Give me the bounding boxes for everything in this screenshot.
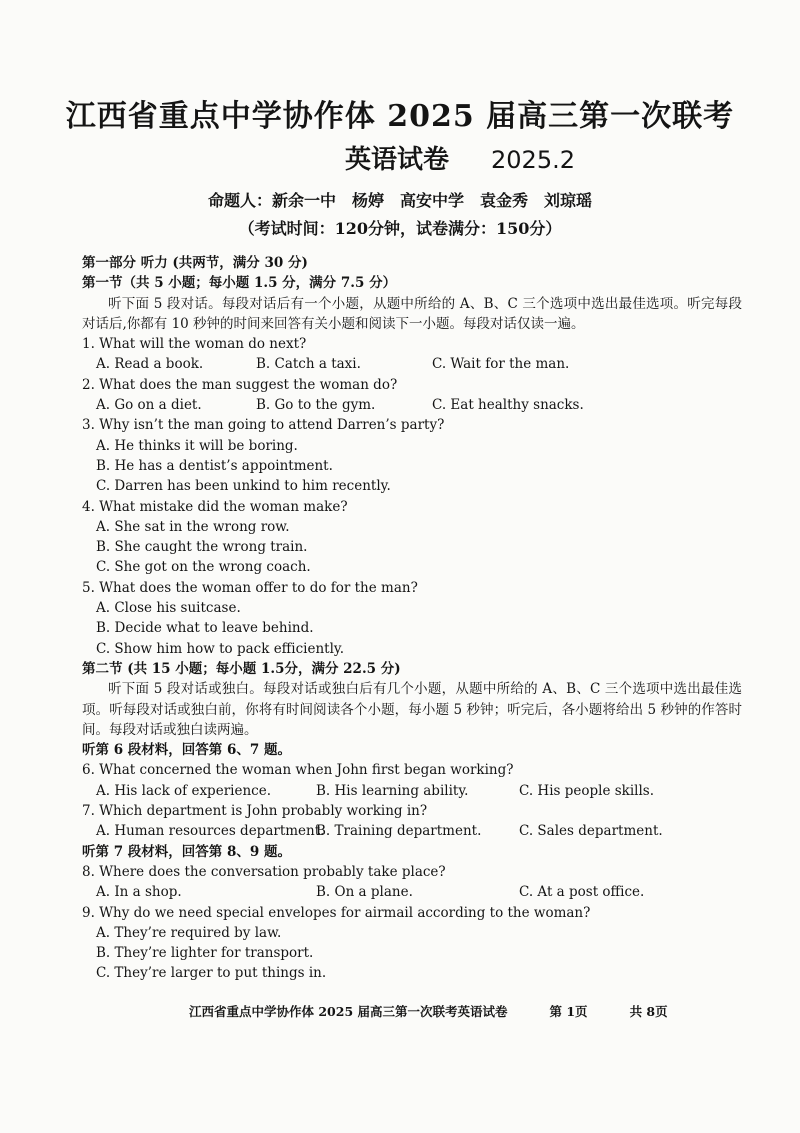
question-5: 5. What does the woman offer to do for the man? xyxy=(82,579,418,596)
option-a: A. He thinks it will be boring. xyxy=(96,437,298,454)
question-3-options xyxy=(82,436,742,497)
section2-instructions: 听下面 5 段对话或独白。每段对话或独白后有几个小题，从题中所给的 A、B、C 三个选项中选出最佳选项。听每段对话或独白前，你将有时间阅读各个小题，每小题 5 秒钟；听完后，各小题将给出 5 秒钟的作答时间。每段对话或独白读两遍。 xyxy=(82,681,742,738)
question-7-options xyxy=(82,821,742,841)
option-c: C. At a post office. xyxy=(519,884,645,901)
question-8-options xyxy=(82,882,742,902)
page-number: 第 1页 xyxy=(549,1004,588,1019)
subject-label: 英语试卷 xyxy=(345,145,450,175)
question-2-options xyxy=(82,395,742,415)
question-6-options xyxy=(82,781,742,801)
option-c: C. His people skills. xyxy=(519,782,655,799)
option-c: C. She got on the wrong coach. xyxy=(96,559,311,576)
question-4: 4. What mistake did the woman make? xyxy=(82,498,348,515)
question-3: 3. Why isn’t the man going to attend Darren’s party? xyxy=(82,417,445,434)
option-c: C. Sales department. xyxy=(519,823,663,840)
option-a: A. They’re required by law. xyxy=(96,924,282,941)
option-a: A. Close his suitcase. xyxy=(96,600,241,617)
exam-title: 江西省重点中学协作体 2025 届高三第一次联考 xyxy=(65,99,735,134)
material-7-label: 听第 7 段材料，回答第 8、9 题。 xyxy=(82,843,291,860)
footer-title: 江西省重点中学协作体 2025 届高三第一次联考英语试卷 xyxy=(189,1004,508,1019)
section2-heading: 第二节 (共 15 小题；每小题 1.5分，满分 22.5 分) xyxy=(82,660,401,677)
section1-heading: 第一节（共 5 小题；每小题 1.5 分，满分 7.5 分） xyxy=(82,275,397,292)
authors-line: 命题人：新余一中 杨婷 高安中学 袁金秀 刘琼瑶 xyxy=(207,191,592,210)
question-9-options xyxy=(82,923,742,984)
option-c: C. Darren has been unkind to him recently. xyxy=(96,478,391,495)
page-footer xyxy=(189,1003,668,1021)
option-a: A. Read a book. xyxy=(96,356,204,373)
question-2: 2. What does the man suggest the woman do? xyxy=(82,376,398,393)
option-b: B. She caught the wrong train. xyxy=(96,539,308,556)
exam-date: 2025.2 xyxy=(491,146,575,174)
option-b: B. Go to the gym. xyxy=(256,397,376,414)
option-a: A. She sat in the wrong row. xyxy=(96,518,290,535)
question-9: 9. Why do we need special envelopes for airmail according to the woman? xyxy=(82,904,591,921)
page-total: 共 8页 xyxy=(629,1004,668,1019)
question-8: 8. Where does the conversation probably take place? xyxy=(82,863,446,880)
question-1-options xyxy=(82,354,742,374)
exam-subtitle xyxy=(345,143,575,177)
option-b: B. Training department. xyxy=(316,823,482,840)
part1-heading: 第一部分 听力 (共两节，满分 30 分) xyxy=(82,255,308,271)
option-a: A. Go on a diet. xyxy=(96,397,202,414)
option-c: C. Show him how to pack efficiently. xyxy=(96,640,345,657)
option-c: C. Eat healthy snacks. xyxy=(432,397,584,414)
question-1: 1. What will the woman do next? xyxy=(82,336,307,353)
section1-instructions: 听下面 5 段对话。每段对话后有一个小题，从题中所给的 A、B、C 三个选项中选出最佳选项。听完每段对话后,你都有 10 秒钟的时间来回答有关小题和阅读下一小题。每段对话仅读一遍。 xyxy=(82,295,742,332)
option-c: C. Wait for the man. xyxy=(432,356,570,373)
exam-info: （考试时间：120分钟，试卷满分：150分） xyxy=(238,219,562,238)
option-a: A. In a shop. xyxy=(96,884,182,901)
option-a: A. His lack of experience. xyxy=(96,782,271,799)
option-b: B. His learning ability. xyxy=(316,782,469,799)
option-b: B. Catch a taxi. xyxy=(256,356,361,373)
question-4-options xyxy=(82,517,742,578)
question-5-options xyxy=(82,598,742,659)
option-b: B. Decide what to leave behind. xyxy=(96,620,314,637)
option-a: A. Human resources department. xyxy=(96,823,325,840)
question-7: 7. Which department is John probably working in? xyxy=(82,803,428,820)
option-b: B. On a plane. xyxy=(316,884,413,901)
option-b: B. He has a dentist’s appointment. xyxy=(96,457,333,474)
material-6-label: 听第 6 段材料，回答第 6、7 题。 xyxy=(82,742,291,759)
exam-body xyxy=(82,253,742,984)
question-6: 6. What concerned the woman when John first began working? xyxy=(82,762,514,779)
option-c: C. They’re larger to put things in. xyxy=(96,965,327,982)
option-b: B. They’re lighter for transport. xyxy=(96,945,314,962)
